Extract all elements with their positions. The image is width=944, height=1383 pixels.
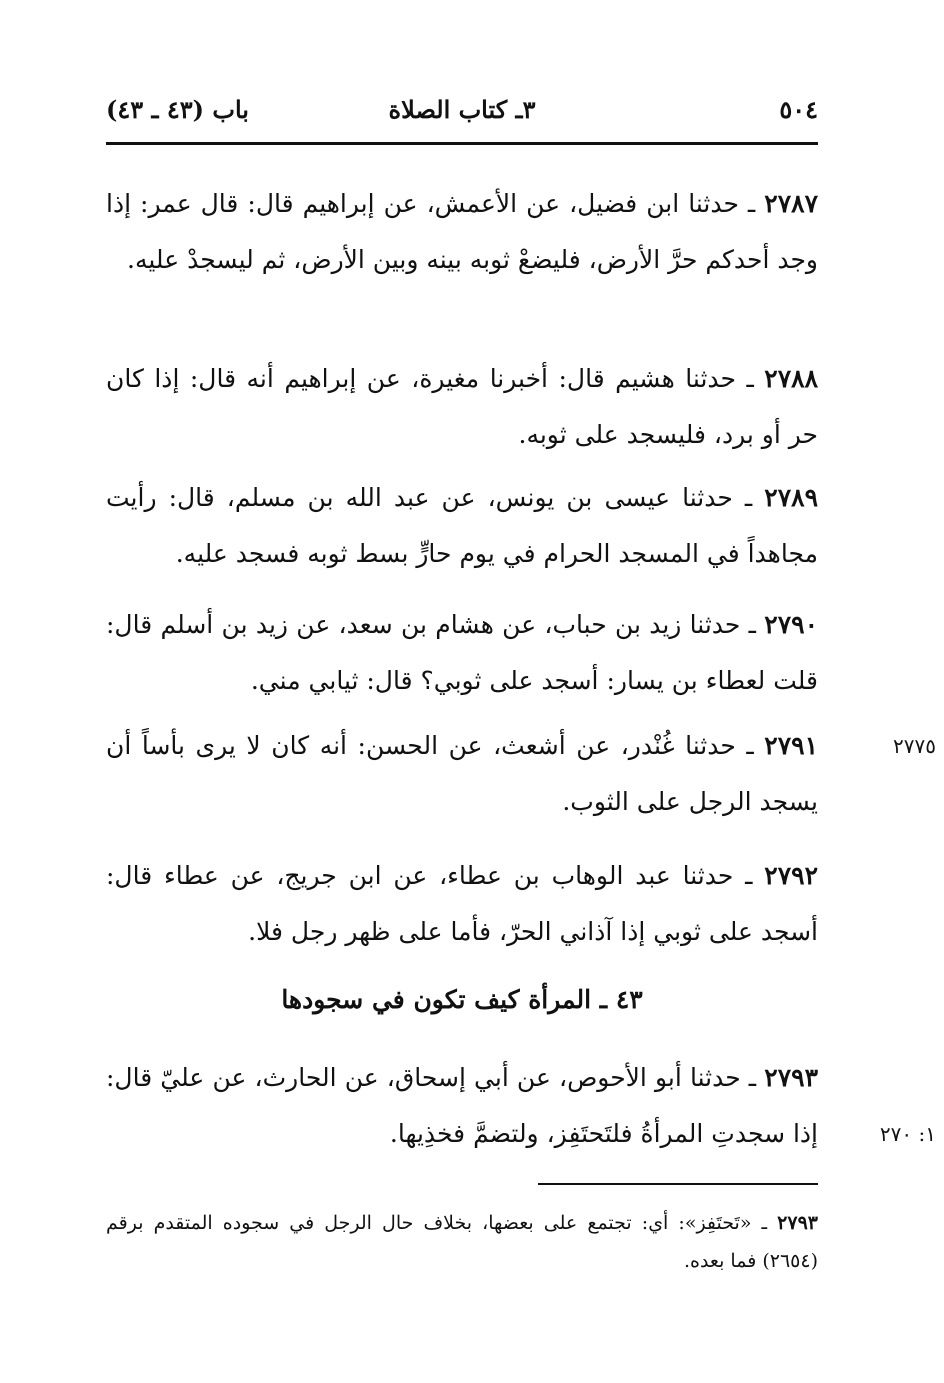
hadith-number: ٢٧٩١ xyxy=(764,731,818,760)
hadith-2793 xyxy=(106,1050,818,1162)
hadith-number: ٢٧٩٣ xyxy=(764,1063,818,1092)
hadith-2790 xyxy=(106,597,818,709)
book-title: ٣ـ كتاب الصلاة xyxy=(388,95,536,124)
section-heading: ٤٣ ـ المرأة كيف تكون في سجودها xyxy=(281,985,643,1014)
hadith-text: ـ حدثنا عبد الوهاب بن عطاء، عن ابن جريج، عن عطاء قال: أسجد على ثوبي إذا آذاني الحرّ، فأما على ظهر رجل فلا. xyxy=(106,861,818,946)
footnote-rule xyxy=(538,1183,818,1185)
hadith-number: ٢٧٩٢ xyxy=(764,861,818,890)
margin-reference: ١: ٢٧٠ xyxy=(879,1122,936,1146)
hadith-2791 xyxy=(106,718,818,830)
hadith-text: ـ حدثنا هشيم قال: أخبرنا مغيرة، عن إبراهيم أنه قال: إذا كان حر أو برد، فليسجد على ثوبه. xyxy=(106,364,818,449)
hadith-text: ـ حدثنا غُنْدر، عن أشعث، عن الحسن: أنه كان لا يرى بأساً أن يسجد الرجل على الثوب. xyxy=(106,731,818,816)
running-header xyxy=(106,95,818,135)
hadith-text: ـ حدثنا ابن فضيل، عن الأعمش، عن إبراهيم قال: قال عمر: إذا وجد أحدكم حرَّ الأرض، فليضعْ ثوبه بينه وبين الأرض، ثم ليسجدْ عليه. xyxy=(106,189,818,274)
page-number: ٥٠٤ xyxy=(779,95,818,124)
hadith-2789 xyxy=(106,470,818,582)
hadith-text: ـ حدثنا أبو الأحوص، عن أبي إسحاق، عن الحارث، عن عليّ قال: إذا سجدتِ المرأةُ فلتَحتَفِز، ولتضمَّ فخذِيها. xyxy=(106,1063,818,1148)
chapter-reference: باب (٤٣ ـ ٤٣) xyxy=(106,95,249,124)
hadith-2787 xyxy=(106,176,818,288)
footnote-text: ـ «تَحتَفِز»: أي: تجتمع على بعضها، بخلاف حال الرجل في سجوده المتقدم برقم (٢٦٥٤) فما بعده. xyxy=(106,1212,818,1272)
hadith-number: ٢٧٩٠ xyxy=(764,610,818,639)
hadith-text: ـ حدثنا عيسى بن يونس، عن عبد الله بن مسلم، قال: رأيت مجاهداً في المسجد الحرام في يوم حارٍّ بسط ثوبه فسجد عليه. xyxy=(106,483,818,568)
hadith-2788 xyxy=(106,351,818,463)
hadith-text: ـ حدثنا زيد بن حباب، عن هشام بن سعد، عن زيد بن أسلم قال: قلت لعطاء بن يسار: أسجد على ثوبي؟ قال: ثيابي مني. xyxy=(106,610,818,695)
footnote xyxy=(106,1204,818,1280)
hadith-number: ٢٧٨٧ xyxy=(764,189,818,218)
hadith-number: ٢٧٨٩ xyxy=(764,483,818,512)
header-rule xyxy=(106,142,818,145)
hadith-number: ٢٧٨٨ xyxy=(764,364,818,393)
hadith-2792 xyxy=(106,848,818,960)
margin-reference: ٢٧٧٥ xyxy=(893,734,936,758)
footnote-number: ٢٧٩٣ xyxy=(777,1212,818,1234)
